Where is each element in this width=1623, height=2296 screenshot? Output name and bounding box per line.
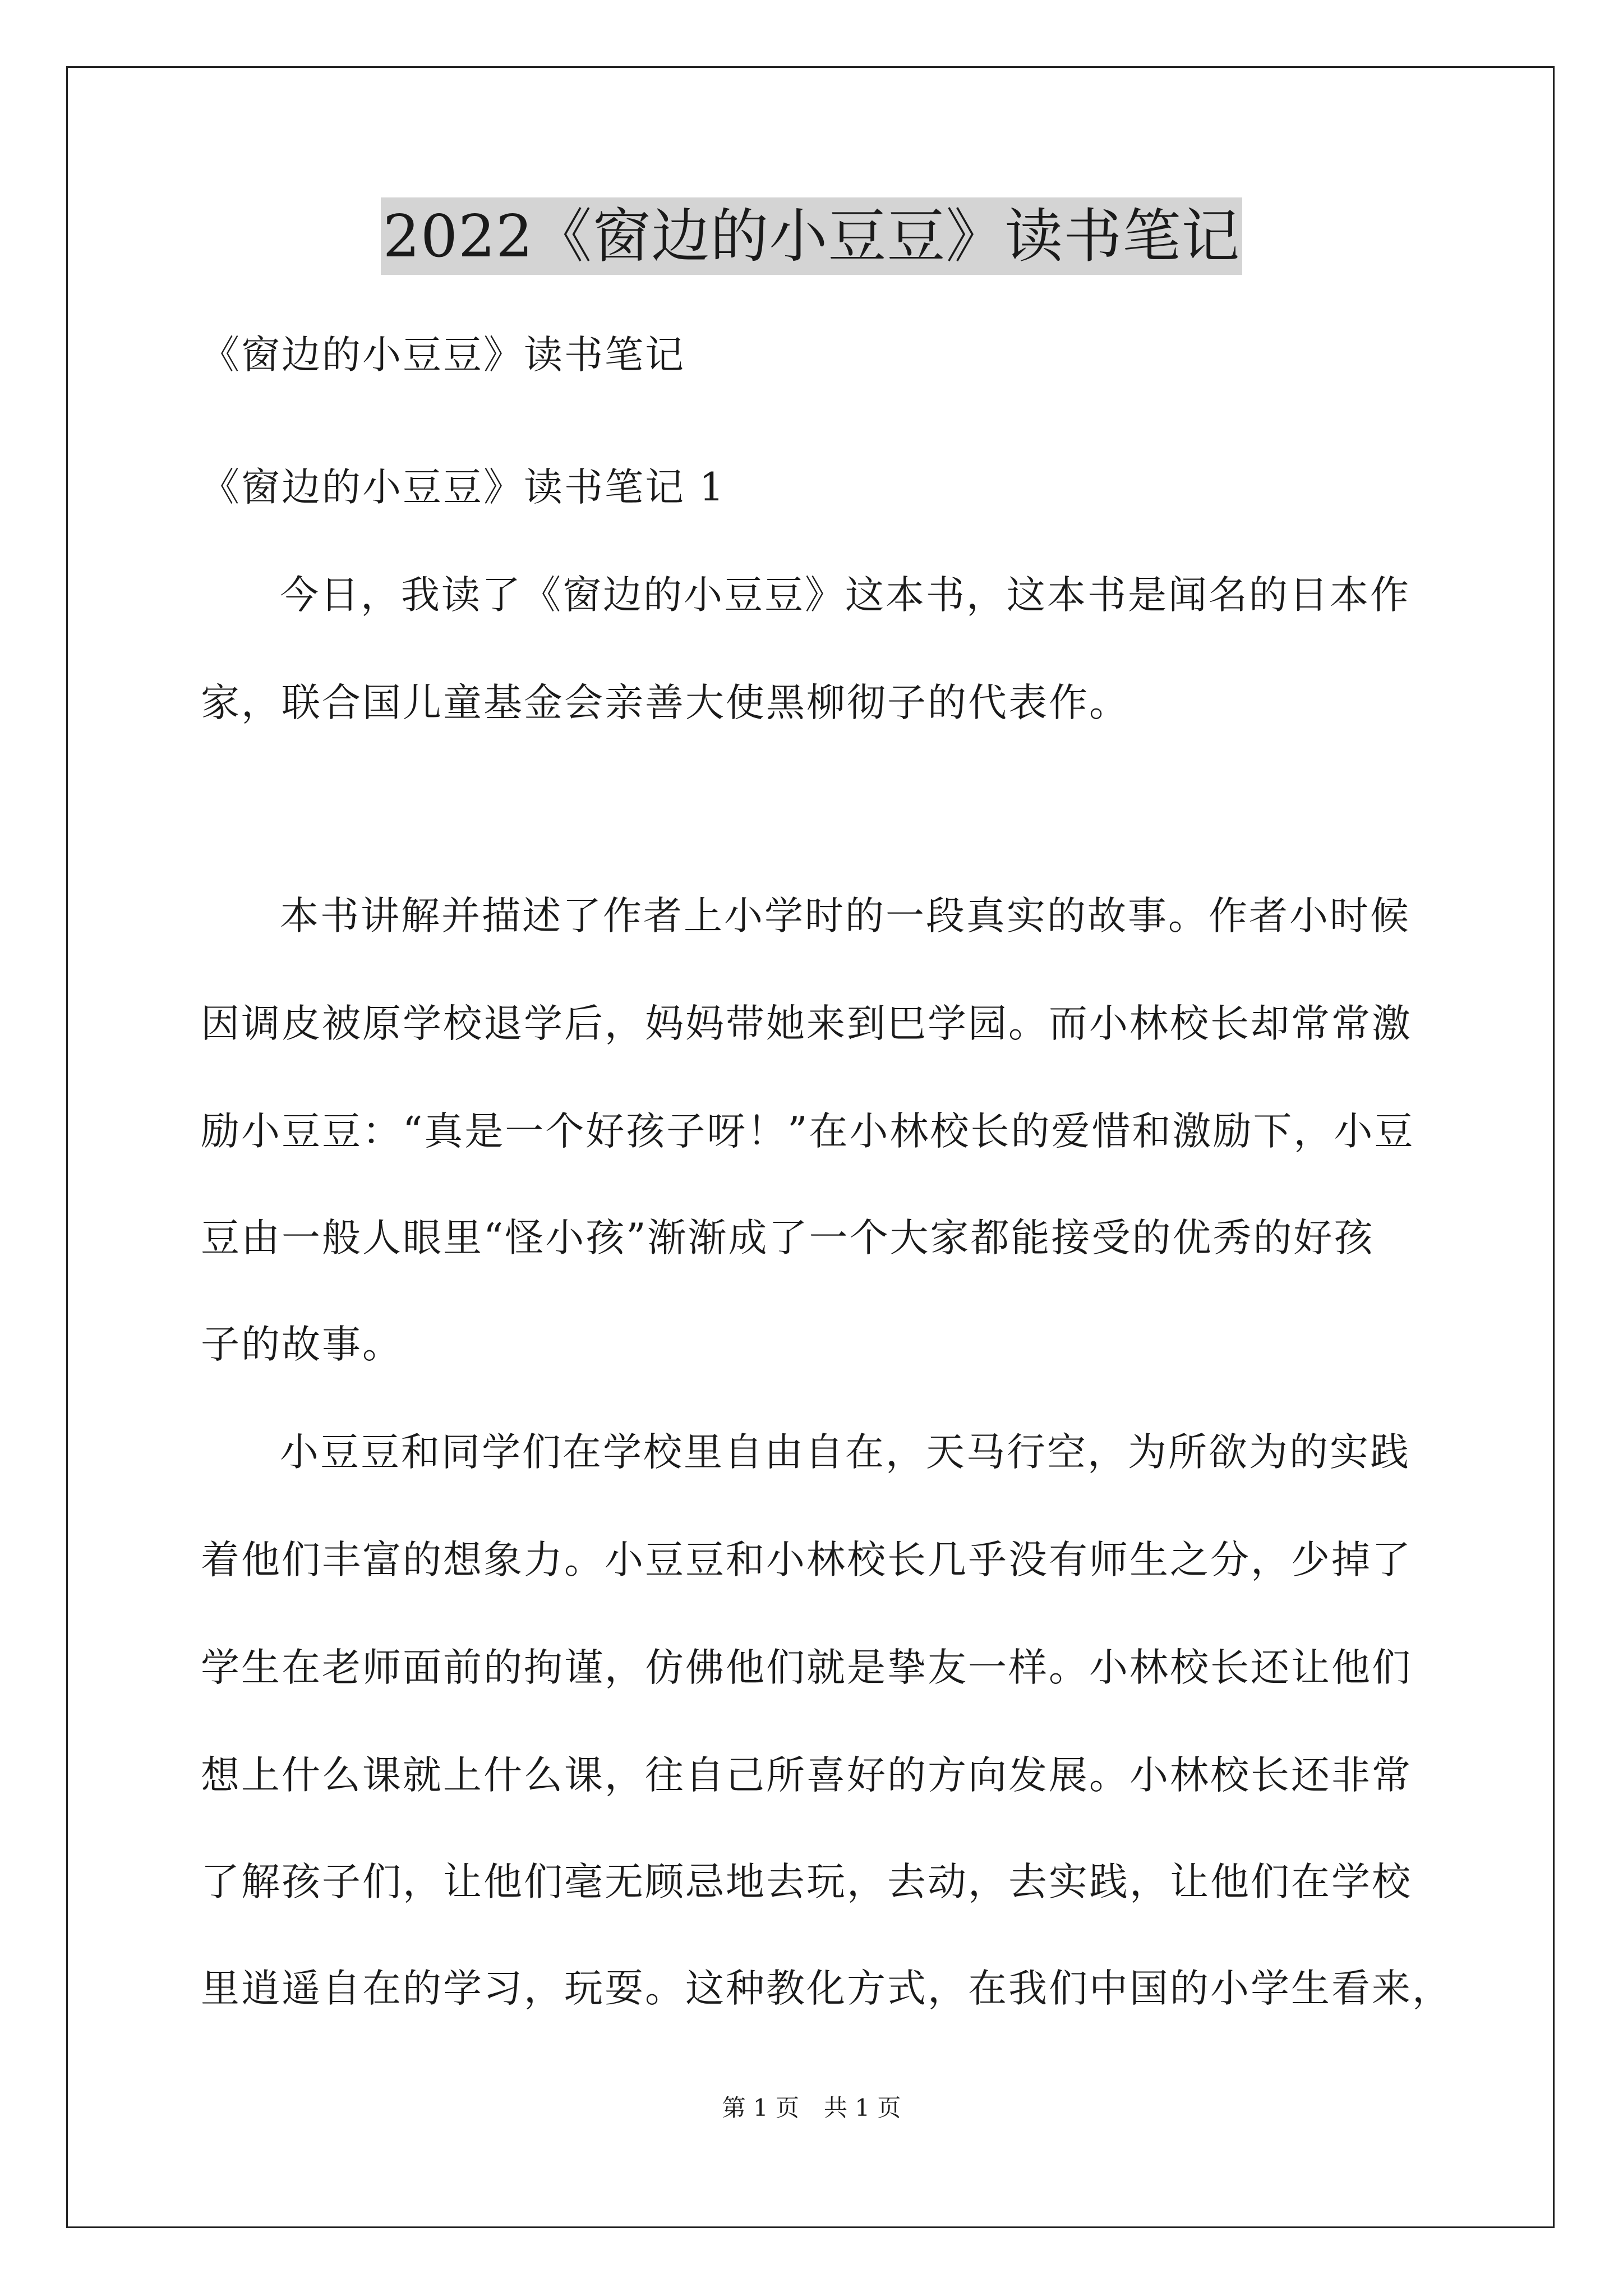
paragraph-line: 学生在老师面前的拘谨，仿佛他们就是挚友一样。小林校长还让他们 [201, 1645, 1412, 1690]
title-container [0, 197, 1623, 275]
paragraph-line: 本书讲解并描述了作者上小学时的一段真实的故事。作者小时候 [280, 894, 1410, 938]
paragraph-line: 里逍遥自在的学习，玩耍。这种教化方式，在我们中国的小学生看来， [201, 1966, 1453, 2011]
paragraph-line: 今日，我读了《窗边的小豆豆》这本书，这本书是闻名的日本作 [280, 573, 1410, 618]
paragraph-line: 想上什么课就上什么课，往自己所喜好的方向发展。小林校长还非常 [201, 1753, 1412, 1798]
paragraph-line: 小豆豆和同学们在学校里自由自在，天马行空，为所欲为的实践 [280, 1430, 1410, 1475]
paragraph-line: 了解孩子们，让他们毫无顾忌地去玩，去动，去实践，让他们在学校 [201, 1860, 1412, 1904]
paragraph-line: 豆由一般人眼里“怪小孩”渐渐成了一个大家都能接受的优秀的好孩 [201, 1216, 1375, 1260]
paragraph-line: 家，联合国儿童基金会亲善大使黑柳彻子的代表作。 [201, 680, 1129, 725]
page-number: 第 1 页 [722, 2094, 799, 2122]
paragraph-line: 着他们丰富的想象力。小豆豆和小林校长几乎没有师生之分，少掉了 [201, 1538, 1412, 1582]
paragraph-line: 子的故事。 [201, 1322, 403, 1367]
page-total: 共 1 页 [824, 2094, 901, 2122]
paragraph-line: 因调皮被原学校退学后，妈妈带她来到巴学园。而小林校长却常常激 [201, 1001, 1412, 1046]
section-heading: 《窗边的小豆豆》读书笔记 1 [201, 465, 726, 510]
page-footer [0, 2092, 1623, 2124]
paragraph-line: 励小豆豆：“真是一个好孩子呀！”在小林校长的爱惜和激励下，小豆 [201, 1109, 1415, 1154]
subtitle-line: 《窗边的小豆豆》读书笔记 [201, 333, 685, 378]
document-title: 2022《窗边的小豆豆》读书笔记 [381, 197, 1243, 275]
